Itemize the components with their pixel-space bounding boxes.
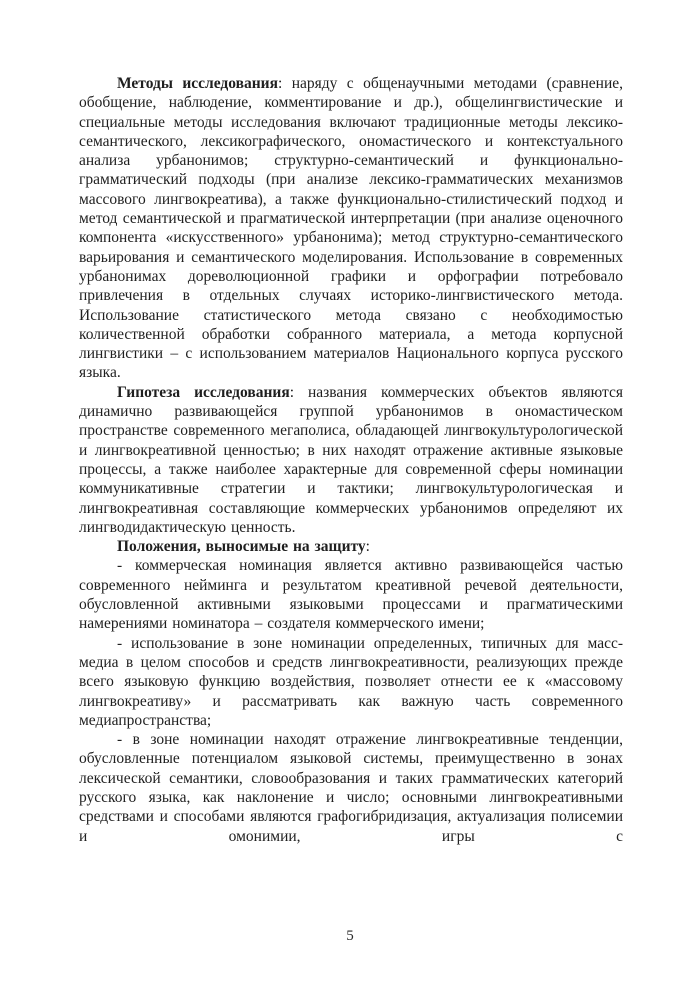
- bullet-commercial-nomination: [79, 556, 623, 633]
- bullet-linguocreativity-means: [79, 634, 623, 730]
- paragraph-lead-bold: Положения, выносимые на защиту: [117, 538, 366, 556]
- bullet-linguocreative-tendencies: [79, 730, 623, 846]
- paragraph-lead-bold: Гипотеза исследования: [117, 383, 290, 401]
- paragraph-text: : названия коммерческих объектов являются динамично развивающейся группой урбанонимов в ономастическом пространстве современного мегаполиса, обладающей лингвокультурологической и лингвокреативной ценностью; в них находят отражение активные языковые процессы, а также наиболее характерные для современной сферы номинации коммуникативные стратегии и тактики; лингвокультурологическая и лингвокреативная составляющие коммерческих урбанонимов определяют их лингводидактическую ценность.: [79, 383, 623, 536]
- paragraph-text: - использование в зоне номинации определенных, типичных для масс-медиа в целом способов и средств лингвокреативности, реализующих прежде всего языковую функцию воздействия, позволяет отнести ее к «массовому лингвокреативу» и рассматривать как важную часть современного медиапространства;: [79, 634, 623, 729]
- page-body-text: [79, 74, 623, 846]
- paragraph-research-hypothesis: [79, 383, 623, 537]
- paragraph-text: - в зоне номинации находят отражение лингвокреативные тенденции, обусловленные потенциалом языковой системы, преимущественно в зонах лексической семантики, словообразования и таких грамматических категорий русского языка, как наклонение и число; основными лингвокреативными средствами и способами являются графогибридизация, актуализация полисемии и омонимии, игры с: [79, 731, 623, 845]
- paragraph-research-methods: [79, 74, 623, 383]
- page-number: 5: [346, 928, 354, 944]
- paragraph-text: : наряду с общенаучными методами (сравнение, обобщение, наблюдение, комментирование и др.), общелингвистические и специальные методы исследования включают традиционные методы лексико-семантического, лексикографического, ономастического и контекстуального анализа урбанонимов; структурно-семантический и функционально-грамматический подходы (при анализе лексико-грамматических механизмов массового лингвокреатива), а также функционально-стилистический подход и метод семантической и прагматической интерпретации (при анализе оценочного компонента «искусственного» урбанонима); метод структурно-семантического варьирования и семантического моделирования. Использование в современных урбанонимах дореволюционной графики и орфографии потребовало привлечения в отдельных случаях историко-лингвистического метода. Использование статистического метода связано с необходимостью количественной обработки собранного материала, а метода корпусной лингвистики – с использованием материалов Национального корпуса русского языка.: [79, 75, 623, 382]
- paragraph-text: - коммерческая номинация является активно развивающейся частью современного нейминга и результатом креативной речевой деятельности, обусловленной активными языковыми процессами и прагматическими намерениями номинатора – создателя коммерческого имени;: [79, 557, 623, 633]
- paragraph-lead-bold: Методы исследования: [117, 75, 278, 92]
- paragraph-text: :: [365, 538, 370, 556]
- heading-provisions-for-defense: [79, 537, 623, 556]
